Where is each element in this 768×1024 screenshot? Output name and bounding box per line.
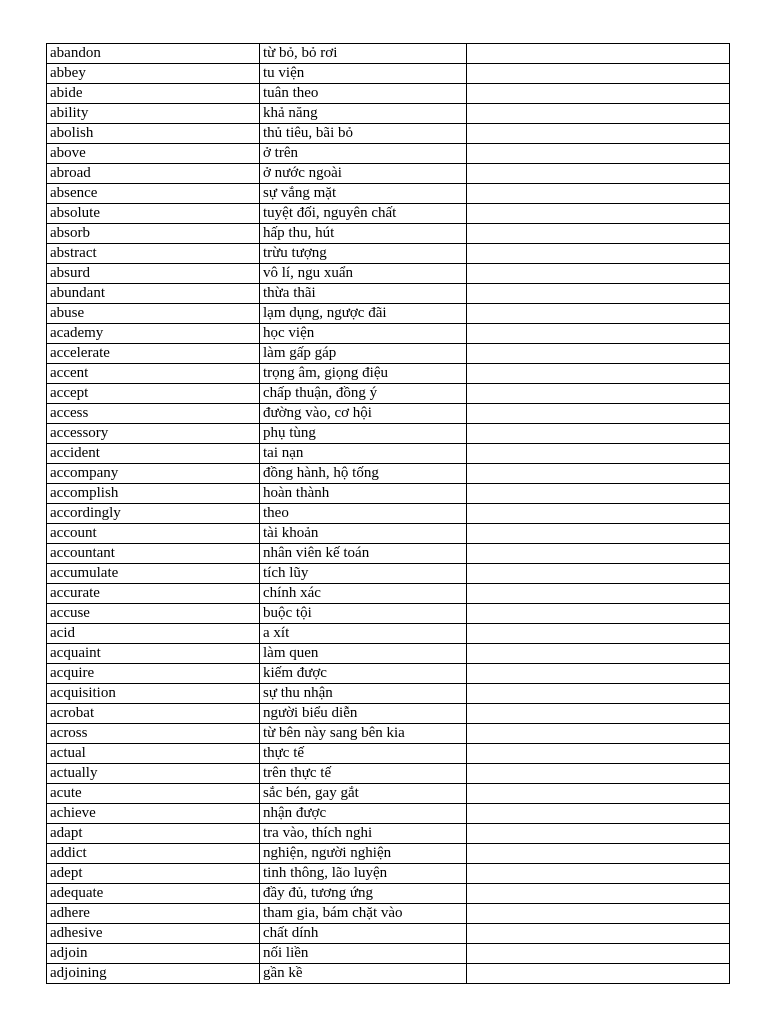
table-row — [47, 84, 730, 104]
table-row — [47, 824, 730, 844]
empty-cell — [467, 644, 730, 664]
empty-cell — [467, 524, 730, 544]
table-row — [47, 804, 730, 824]
word-cell: ability — [47, 104, 260, 124]
empty-cell — [467, 264, 730, 284]
word-cell: across — [47, 724, 260, 744]
table-row — [47, 904, 730, 924]
empty-cell — [467, 744, 730, 764]
meaning-cell: a xít — [260, 624, 467, 644]
word-cell: accordingly — [47, 504, 260, 524]
table-row — [47, 764, 730, 784]
empty-cell — [467, 344, 730, 364]
meaning-cell: hấp thu, hút — [260, 224, 467, 244]
meaning-cell: kiếm được — [260, 664, 467, 684]
word-cell: acid — [47, 624, 260, 644]
word-cell: adapt — [47, 824, 260, 844]
table-row — [47, 404, 730, 424]
empty-cell — [467, 184, 730, 204]
empty-cell — [467, 864, 730, 884]
table-row — [47, 864, 730, 884]
meaning-cell: phụ tùng — [260, 424, 467, 444]
word-cell: accuse — [47, 604, 260, 624]
table-row — [47, 124, 730, 144]
meaning-cell: hoàn thành — [260, 484, 467, 504]
meaning-cell: sắc bén, gay gắt — [260, 784, 467, 804]
meaning-cell: thủ tiêu, bãi bỏ — [260, 124, 467, 144]
empty-cell — [467, 924, 730, 944]
table-row — [47, 324, 730, 344]
word-cell: absence — [47, 184, 260, 204]
table-row — [47, 704, 730, 724]
empty-cell — [467, 464, 730, 484]
table-row — [47, 64, 730, 84]
word-cell: abroad — [47, 164, 260, 184]
empty-cell — [467, 784, 730, 804]
empty-cell — [467, 224, 730, 244]
empty-cell — [467, 504, 730, 524]
table-row — [47, 784, 730, 804]
table-row — [47, 664, 730, 684]
empty-cell — [467, 144, 730, 164]
word-cell: adjoining — [47, 964, 260, 984]
word-cell: adhere — [47, 904, 260, 924]
word-cell: accessory — [47, 424, 260, 444]
meaning-cell: sự thu nhận — [260, 684, 467, 704]
word-cell: adjoin — [47, 944, 260, 964]
table-row — [47, 264, 730, 284]
meaning-cell: người biểu diễn — [260, 704, 467, 724]
empty-cell — [467, 684, 730, 704]
meaning-cell: buộc tội — [260, 604, 467, 624]
meaning-cell: làm gấp gáp — [260, 344, 467, 364]
meaning-cell: chính xác — [260, 584, 467, 604]
word-cell: abbey — [47, 64, 260, 84]
table-row — [47, 924, 730, 944]
meaning-cell: tài khoản — [260, 524, 467, 544]
empty-cell — [467, 364, 730, 384]
table-row — [47, 144, 730, 164]
empty-cell — [467, 204, 730, 224]
meaning-cell: thực tế — [260, 744, 467, 764]
empty-cell — [467, 564, 730, 584]
table-row — [47, 184, 730, 204]
vocabulary-table — [46, 43, 730, 984]
meaning-cell: lạm dụng, ngược đãi — [260, 304, 467, 324]
empty-cell — [467, 484, 730, 504]
word-cell: accomplish — [47, 484, 260, 504]
empty-cell — [467, 724, 730, 744]
empty-cell — [467, 604, 730, 624]
word-cell: acquaint — [47, 644, 260, 664]
word-cell: absurd — [47, 264, 260, 284]
meaning-cell: tham gia, bám chặt vào — [260, 904, 467, 924]
empty-cell — [467, 624, 730, 644]
meaning-cell: tích lũy — [260, 564, 467, 584]
meaning-cell: sự vắng mặt — [260, 184, 467, 204]
empty-cell — [467, 164, 730, 184]
word-cell: adhesive — [47, 924, 260, 944]
meaning-cell: học viện — [260, 324, 467, 344]
empty-cell — [467, 404, 730, 424]
word-cell: abstract — [47, 244, 260, 264]
meaning-cell: trên thực tế — [260, 764, 467, 784]
meaning-cell: nhân viên kế toán — [260, 544, 467, 564]
word-cell: abuse — [47, 304, 260, 324]
empty-cell — [467, 384, 730, 404]
empty-cell — [467, 244, 730, 264]
empty-cell — [467, 664, 730, 684]
word-cell: adept — [47, 864, 260, 884]
table-row — [47, 444, 730, 464]
vocabulary-table-body — [47, 44, 730, 984]
table-row — [47, 584, 730, 604]
word-cell: absolute — [47, 204, 260, 224]
empty-cell — [467, 124, 730, 144]
word-cell: accident — [47, 444, 260, 464]
table-row — [47, 624, 730, 644]
table-row — [47, 944, 730, 964]
word-cell: accountant — [47, 544, 260, 564]
meaning-cell: ở trên — [260, 144, 467, 164]
word-cell: academy — [47, 324, 260, 344]
table-row — [47, 244, 730, 264]
table-row — [47, 744, 730, 764]
empty-cell — [467, 844, 730, 864]
word-cell: abide — [47, 84, 260, 104]
meaning-cell: tu viện — [260, 64, 467, 84]
empty-cell — [467, 764, 730, 784]
empty-cell — [467, 424, 730, 444]
table-row — [47, 44, 730, 64]
meaning-cell: trừu tượng — [260, 244, 467, 264]
word-cell: accept — [47, 384, 260, 404]
word-cell: acute — [47, 784, 260, 804]
word-cell: accent — [47, 364, 260, 384]
meaning-cell: đồng hành, hộ tống — [260, 464, 467, 484]
meaning-cell: nhận được — [260, 804, 467, 824]
table-row — [47, 964, 730, 984]
word-cell: abundant — [47, 284, 260, 304]
meaning-cell: từ bỏ, bỏ rơi — [260, 44, 467, 64]
table-row — [47, 844, 730, 864]
empty-cell — [467, 64, 730, 84]
table-row — [47, 884, 730, 904]
empty-cell — [467, 544, 730, 564]
word-cell: achieve — [47, 804, 260, 824]
meaning-cell: vô lí, ngu xuẩn — [260, 264, 467, 284]
table-row — [47, 384, 730, 404]
meaning-cell: khả năng — [260, 104, 467, 124]
table-row — [47, 284, 730, 304]
meaning-cell: chất dính — [260, 924, 467, 944]
meaning-cell: tuyệt đối, nguyên chất — [260, 204, 467, 224]
table-row — [47, 304, 730, 324]
meaning-cell: tai nạn — [260, 444, 467, 464]
empty-cell — [467, 44, 730, 64]
word-cell: addict — [47, 844, 260, 864]
meaning-cell: theo — [260, 504, 467, 524]
empty-cell — [467, 104, 730, 124]
empty-cell — [467, 904, 730, 924]
table-row — [47, 684, 730, 704]
word-cell: abandon — [47, 44, 260, 64]
empty-cell — [467, 944, 730, 964]
word-cell: acquire — [47, 664, 260, 684]
meaning-cell: tuân theo — [260, 84, 467, 104]
empty-cell — [467, 884, 730, 904]
empty-cell — [467, 704, 730, 724]
word-cell: actual — [47, 744, 260, 764]
meaning-cell: gần kề — [260, 964, 467, 984]
word-cell: accurate — [47, 584, 260, 604]
empty-cell — [467, 804, 730, 824]
table-row — [47, 544, 730, 564]
word-cell: adequate — [47, 884, 260, 904]
word-cell: accompany — [47, 464, 260, 484]
table-row — [47, 344, 730, 364]
table-row — [47, 104, 730, 124]
table-row — [47, 484, 730, 504]
table-row — [47, 724, 730, 744]
table-row — [47, 564, 730, 584]
word-cell: access — [47, 404, 260, 424]
empty-cell — [467, 84, 730, 104]
empty-cell — [467, 824, 730, 844]
word-cell: above — [47, 144, 260, 164]
empty-cell — [467, 324, 730, 344]
table-row — [47, 504, 730, 524]
word-cell: account — [47, 524, 260, 544]
word-cell: acrobat — [47, 704, 260, 724]
word-cell: acquisition — [47, 684, 260, 704]
meaning-cell: tinh thông, lão luyện — [260, 864, 467, 884]
table-row — [47, 364, 730, 384]
table-row — [47, 604, 730, 624]
meaning-cell: nghiện, người nghiện — [260, 844, 467, 864]
table-row — [47, 224, 730, 244]
empty-cell — [467, 964, 730, 984]
meaning-cell: làm quen — [260, 644, 467, 664]
meaning-cell: nối liền — [260, 944, 467, 964]
table-row — [47, 464, 730, 484]
empty-cell — [467, 284, 730, 304]
word-cell: accelerate — [47, 344, 260, 364]
meaning-cell: ở nước ngoài — [260, 164, 467, 184]
empty-cell — [467, 444, 730, 464]
meaning-cell: trọng âm, giọng điệu — [260, 364, 467, 384]
table-row — [47, 164, 730, 184]
table-row — [47, 204, 730, 224]
table-row — [47, 644, 730, 664]
meaning-cell: chấp thuận, đồng ý — [260, 384, 467, 404]
word-cell: absorb — [47, 224, 260, 244]
meaning-cell: từ bên này sang bên kia — [260, 724, 467, 744]
meaning-cell: tra vào, thích nghi — [260, 824, 467, 844]
empty-cell — [467, 304, 730, 324]
table-row — [47, 524, 730, 544]
meaning-cell: đầy đủ, tương ứng — [260, 884, 467, 904]
word-cell: accumulate — [47, 564, 260, 584]
table-row — [47, 424, 730, 444]
meaning-cell: đường vào, cơ hội — [260, 404, 467, 424]
word-cell: actually — [47, 764, 260, 784]
empty-cell — [467, 584, 730, 604]
word-cell: abolish — [47, 124, 260, 144]
meaning-cell: thừa thãi — [260, 284, 467, 304]
